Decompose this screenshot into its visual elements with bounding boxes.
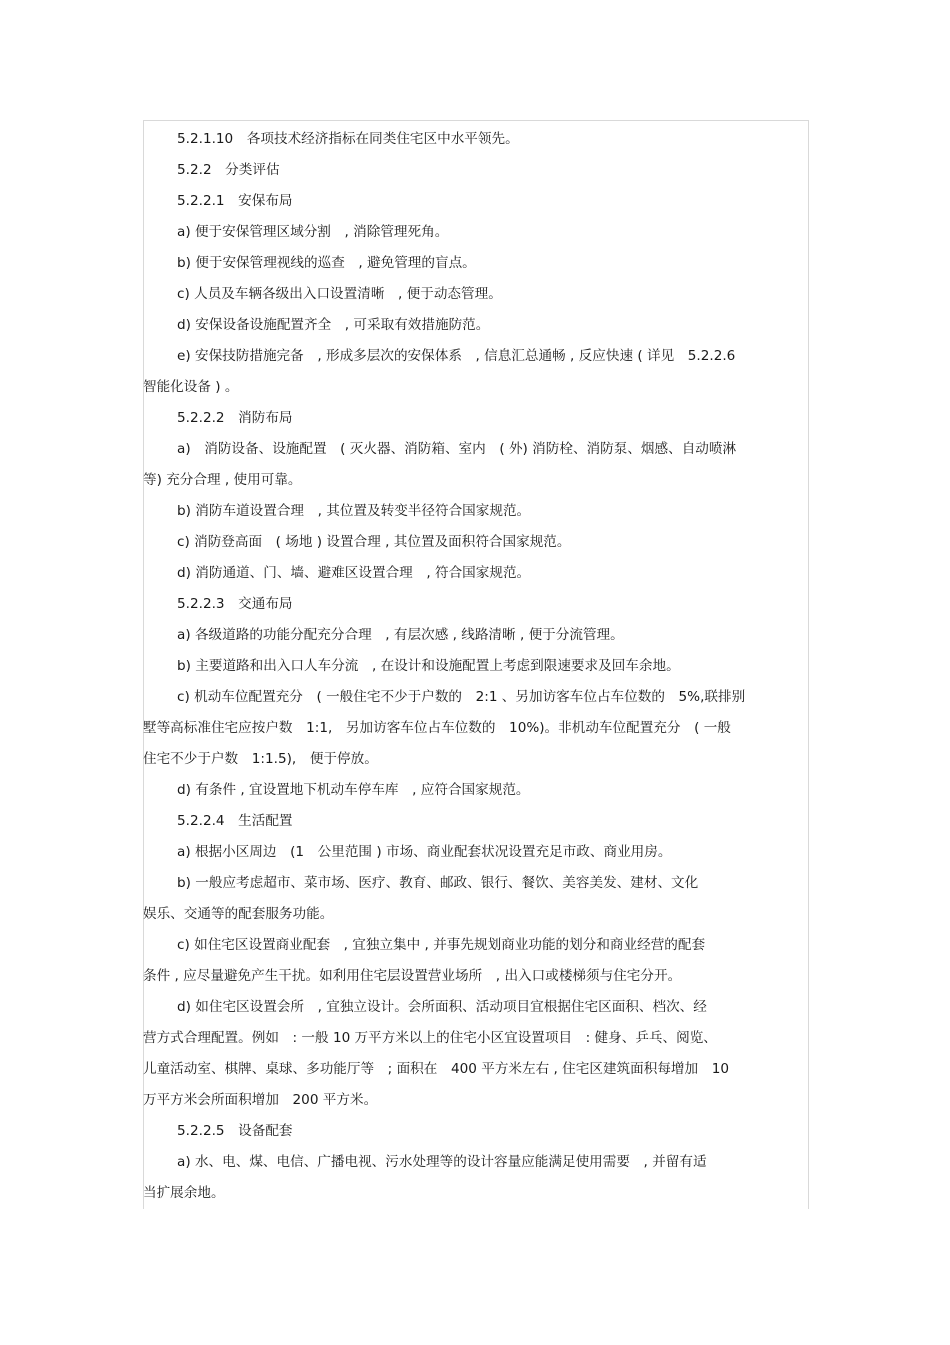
text-line: 5.2.2.4 生活配置 [177,813,293,829]
text-line: 营方式合理配置。例如 : 一般 10 万平方米以上的住宅小区宜设置项目 : 健身、乒乓、阅览、 [143,1030,717,1046]
text-line: a) 根据小区周边 (1 公里范围 ) 市场、商业配套状况设置充足市政、商业用房。 [177,844,672,860]
text-line: d) 有条件 , 宜设置地下机动车停车库 , 应符合国家规范。 [177,782,530,798]
text-line: a) 水、电、煤、电信、广播电视、污水处理等的设计容量应能满足使用需要 , 并留有适 [177,1154,707,1170]
text-line: c) 消防登高面 ( 场地 ) 设置合理 , 其位置及面积符合国家规范。 [177,534,571,550]
text-line: d) 消防通道、门、墙、避难区设置合理 , 符合国家规范。 [177,565,531,581]
text-line: 等) 充分合理 , 使用可靠。 [143,472,302,488]
text-line: c) 人员及车辆各级出入口设置清晰 , 便于动态管理。 [177,286,502,302]
text-line: d) 如住宅区设置会所 , 宜独立设计。会所面积、活动项目宜根据住宅区面积、档次、经 [177,999,707,1015]
text-line: 5.2.2.2 消防布局 [177,410,293,426]
text-line: e) 安保技防措施完备 , 形成多层次的安保体系 , 信息汇总通畅 , 反应快速 ( 详见 5.2.2.6 [177,348,736,364]
text-line: c) 机动车位配置充分 ( 一般住宅不少于户数的 2:1 、另加访客车位占车位数的 5%,联排别 [177,689,746,705]
text-line: a) 便于安保管理区域分割 , 消除管理死角。 [177,224,449,240]
text-line: b) 消防车道设置合理 , 其位置及转变半径符合国家规范。 [177,503,531,519]
text-line: a) 各级道路的功能分配充分合理 , 有层次感 , 线路清晰 , 便于分流管理。 [177,627,624,643]
text-line: a) 消防设备、设施配置 ( 灭火器、消防箱、室内 ( 外) 消防栓、消防泵、烟感、自动喷淋 [177,441,737,457]
text-line: 儿童活动室、棋牌、桌球、多功能厅等 ; 面积在 400 平方米左右 , 住宅区建筑面积每增加 10 [143,1061,729,1077]
text-line: b) 便于安保管理视线的巡查 , 避免管理的盲点。 [177,255,476,271]
text-line: d) 安保设备设施配置齐全 , 可采取有效措施防范。 [177,317,490,333]
text-line: 5.2.2.5 设备配套 [177,1123,293,1139]
text-line: c) 如住宅区设置商业配套 , 宜独立集中 , 并事先规划商业功能的划分和商业经营的配套 [177,937,706,953]
text-line: 当扩展余地。 [143,1185,225,1201]
text-line: 5.2.2.1 安保布局 [177,193,293,209]
text-line: b) 主要道路和出入口人车分流 , 在设计和设施配置上考虑到限速要求及回车余地。 [177,658,680,674]
text-line: 娱乐、交通等的配套服务功能。 [143,906,334,922]
text-line: 条件 , 应尽量避免产生干扰。如利用住宅层设置营业场所 , 出入口或楼梯须与住宅分开。 [143,968,682,984]
text-line: 万平方米会所面积增加 200 平方米。 [143,1092,378,1108]
text-line: 智能化设备 ) 。 [143,379,239,395]
document-body [143,124,803,1209]
text-line: 5.2.2 分类评估 [177,162,280,178]
text-line: 5.2.2.3 交通布局 [177,596,293,612]
text-line: 住宅不少于户数 1:1.5), 便于停放。 [143,751,378,767]
text-line: b) 一般应考虑超市、菜市场、医疗、教育、邮政、银行、餐饮、美容美发、建材、文化 [177,875,699,891]
text-line: 5.2.1.10 各项技术经济指标在同类住宅区中水平领先。 [177,131,519,147]
text-line: 墅等高标准住宅应按户数 1:1, 另加访客车位占车位数的 10%)。非机动车位配置充分 ( 一般 [143,720,731,736]
